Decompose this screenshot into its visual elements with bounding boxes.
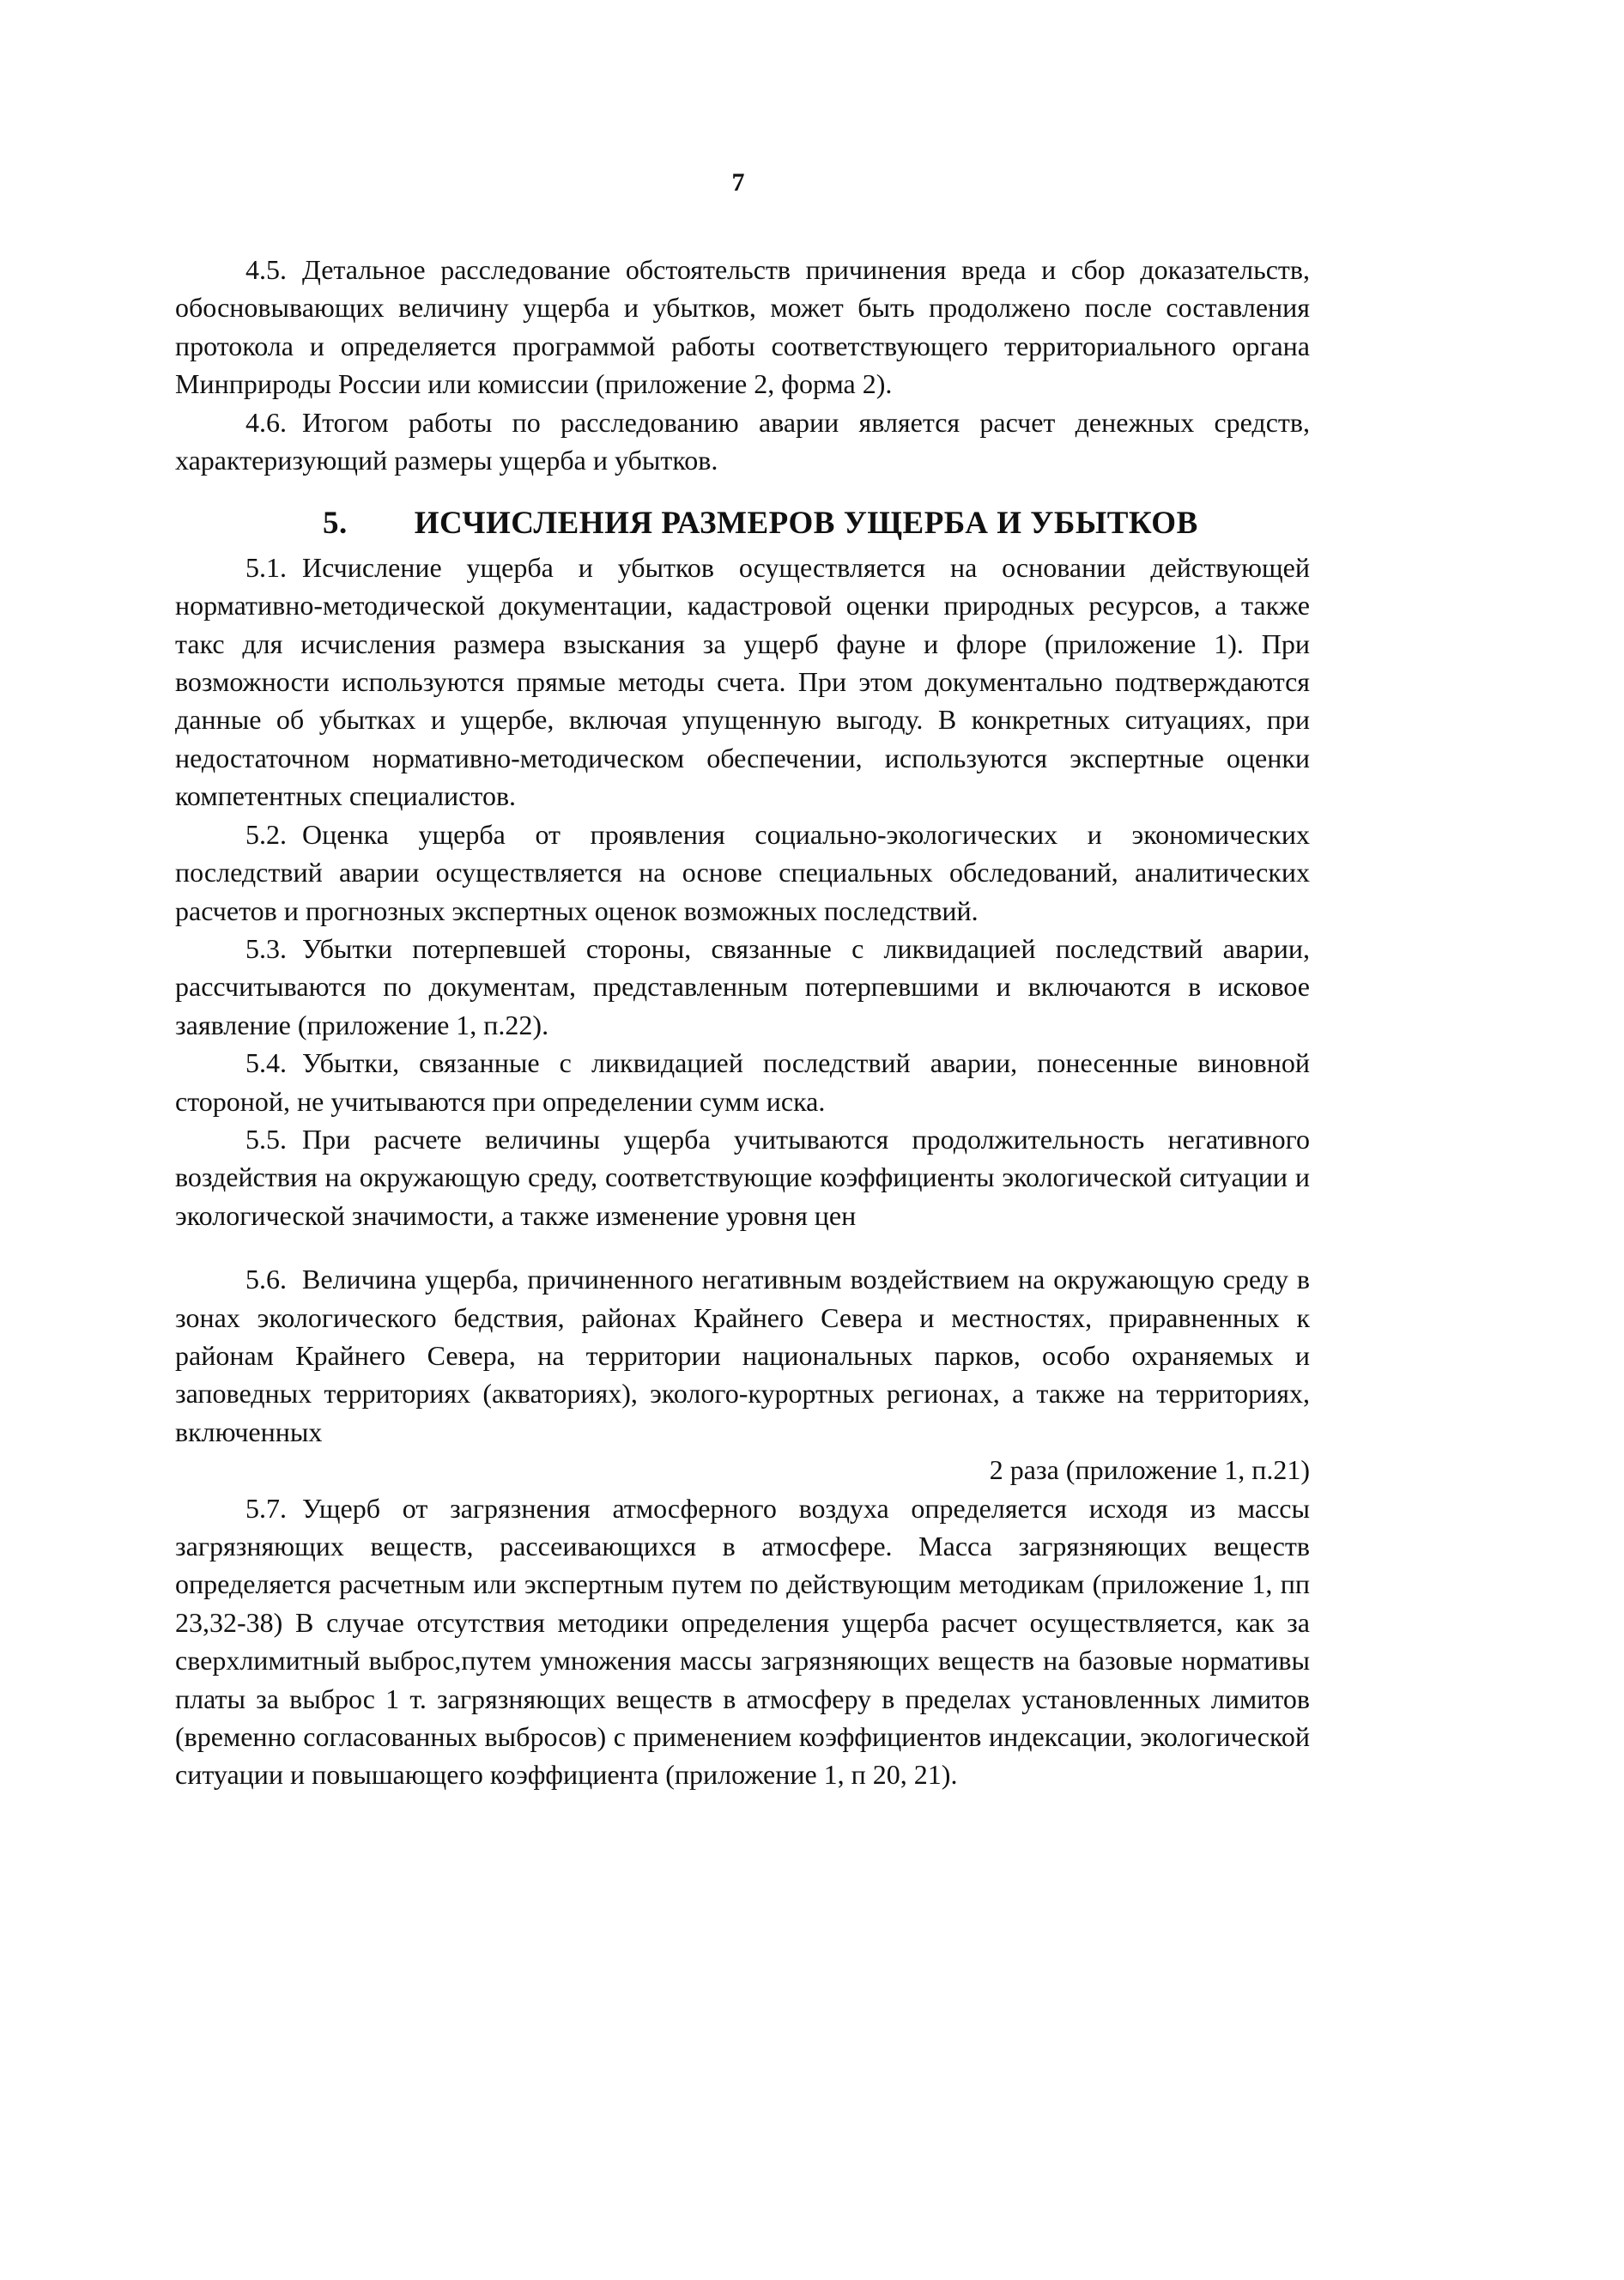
paragraph-number: 5.3. [245,932,287,964]
paragraph-5-6-tail: 2 раза (приложение 1, п.21) [989,1454,1310,1486]
paragraph-5-5 [175,1120,1310,1234]
paragraph-4-5 [175,251,1310,403]
section-number: 5. [323,506,348,542]
paragraph-text: Оценка ущерба от проявления социально-экологических и экономических последствий аварии осуществляется на основе специальных обследований, аналитических расчетов и прогнозных экспертных оценок возможных последствий. [175,818,1310,926]
paragraph-number: 5.6. [245,1264,287,1295]
paragraph-number: 5.7. [245,1492,287,1524]
paragraph-5-4 [175,1044,1310,1120]
paragraph-number: 4.5. [245,254,287,285]
paragraph-number: 4.6. [245,406,287,438]
paragraph-text: Величина ущерба, причиненного негативным воздействием на окружающую среду в зонах экологического бедствия, районах Крайнего Севера и местностях, приравненных к районам Крайнего Севера, на территории национальных парков, особо охраняемых и заповедных территориях (акваториях), эколого-курортных регионах, а также на территориях, включенных [175,1264,1310,1447]
paragraph-5-3 [175,930,1310,1044]
paragraph-text: Детальное расследование обстоятельств причинения вреда и сбор доказательств, обосновывающих величину ущерба и убытков, может быть продолжено после составления протокола и определяется программой работы соответствующего территориального органа Минприроды России или комиссии (приложение 2, форма 2). [175,254,1310,400]
paragraph-5-2 [175,816,1310,930]
paragraph-number: 5.1. [245,551,287,583]
paragraph-4-6 [175,403,1310,480]
paragraph-text: При расчете величины ущерба учитываются продолжительность негативного воздействия на окружающую среду, соответствующие коэффициенты экологической ситуации и экологической значимости, а также изменение уровня цен [175,1123,1310,1231]
paragraph-number: 5.4. [245,1047,287,1079]
paragraph-text: Итогом работы по расследованию аварии является расчет денежных средств, характеризующий размеры ущерба и убытков. [175,406,1310,476]
paragraph-text: Убытки потерпевшей стороны, связанные с ликвидацией последствий аварии, рассчитываются по документам, представленным потерпевшими и включаются в исковое заявление (приложение 1, п.22). [175,932,1310,1040]
section-heading [175,505,1310,543]
paragraph-text: Ущерб от загрязнения атмосферного воздуха определяется исходя из массы загрязняющих веществ, рассеивающихся в атмосфере. Масса загрязняющих веществ определяется расчетным или экспертным путем по действующим методикам (приложение 1, пп 23,32-38) В случае отсутствия методики определения ущерба расчет осуществляется, как за сверхлимитный выброс,путем умножения массы загрязняющих веществ на базовые нормативы платы за выброс 1 т. загрязняющих веществ в атмосферу в пределах установленных лимитов (временно согласованных выбросов) с применением коэффициентов индексации, экологической ситуации и повышающего коэффициента (приложение 1, п 20, 21). [175,1492,1310,1791]
document-body [175,251,1310,1794]
page-number: 7 [731,168,745,197]
paragraph-number: 5.5. [245,1123,287,1155]
section-title: ИСЧИСЛЕНИЯ РАЗМЕРОВ УЩЕРБА И УБЫТКОВ [414,506,1198,542]
paragraph-number: 5.2. [245,818,287,850]
paragraph-text: Исчисление ущерба и убытков осуществляется на основании действующей нормативно-методической документации, кадастровой оценки природных ресурсов, а также такс для исчисления размера взыскания за ущерб фауне и флоре (приложение 1). При возможности используются прямые методы счета. При этом документально подтверждаются данные об убытках и ущербе, включая упущенную выгоду. В конкретных ситуациях, при недостаточном нормативно-методическом обеспечении, используются экспертные оценки компетентных специалистов. [175,551,1310,812]
paragraph-text: Убытки, связанные с ликвидацией последствий аварии, понесенные виновной стороной, не учитываются при определении сумм иска. [175,1047,1310,1117]
paragraph-5-1 [175,549,1310,816]
paragraph-5-6 [175,1260,1310,1451]
paragraph-5-7 [175,1489,1310,1794]
